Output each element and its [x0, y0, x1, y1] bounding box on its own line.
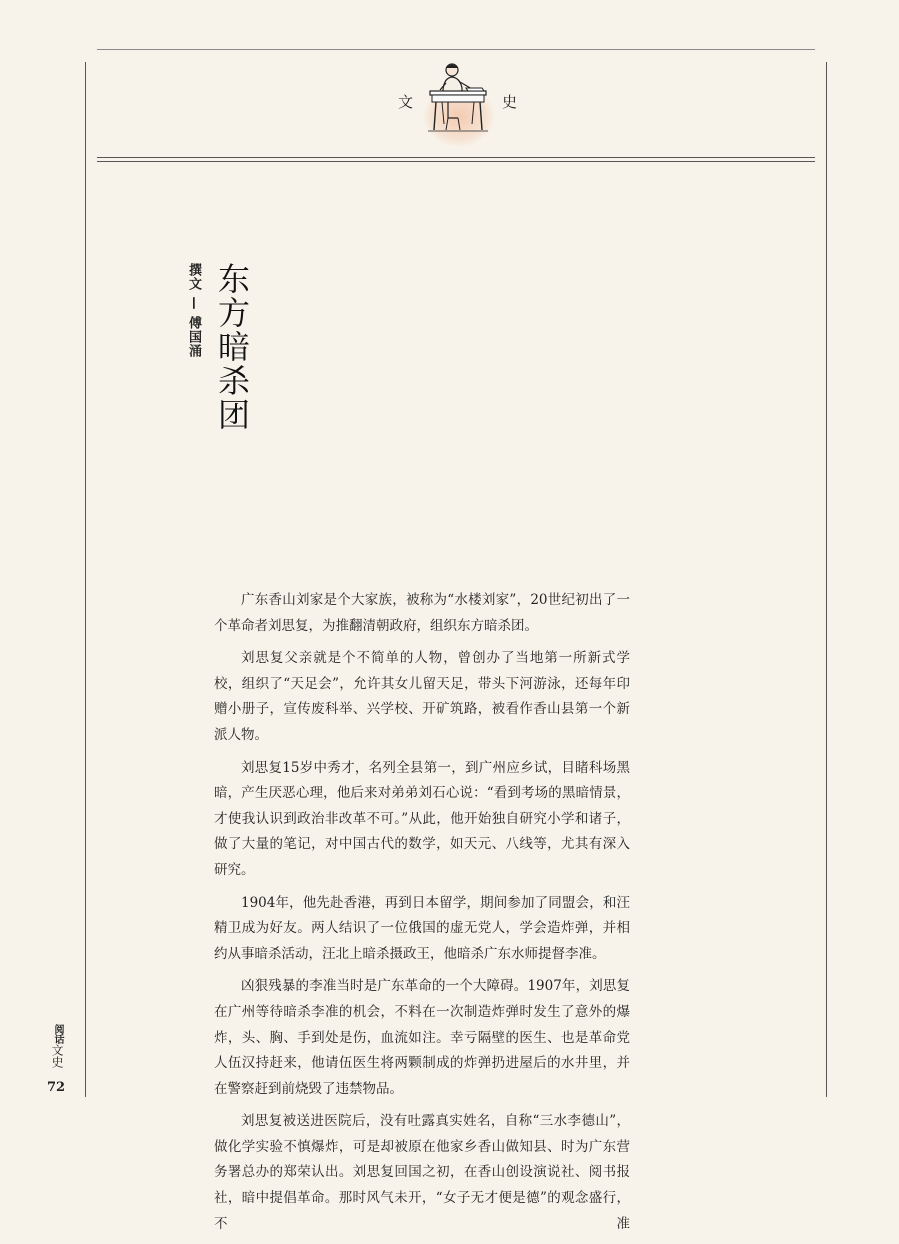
article-author: 撰文 — 傅国涌: [186, 263, 201, 359]
left-margin-line: [85, 62, 86, 1097]
header-rule: [97, 157, 815, 158]
paragraph: 刘思复父亲就是个不简单的人物，曾创办了当地第一所新式学校，组织了“天足会”，允许其女儿留天足，带头下河游泳，还每年印赠小册子，宣传废科举、兴学校、开矿筑路，被看作香山县第一个新派人物。: [214, 650, 630, 743]
scholar-writing-at-desk-icon: [422, 58, 494, 136]
magazine-name-big: 文史: [50, 1044, 64, 1068]
magazine-name-small: 阅话: [52, 1024, 63, 1044]
header-rule-second: [97, 161, 815, 162]
section-label-left: 文: [398, 93, 414, 111]
article-title: 东方暗杀团: [213, 262, 251, 432]
magazine-name: [50, 1024, 64, 1068]
section-label-right: 史: [502, 93, 518, 111]
article-body: [214, 588, 630, 1244]
top-rule: [97, 49, 815, 50]
right-margin-line: [826, 62, 827, 1097]
paragraph: 1904年，他先赴香港，再到日本留学，期间参加了同盟会，和汪精卫成为好友。两人结识了一位俄国的虚无党人，学会造炸弹，并相约从事暗杀活动，汪北上暗杀摄政王，他暗杀广东水师提督李准。: [214, 894, 630, 962]
paragraph: 刘思复被送进医院后，没有吐露真实姓名，自称“三水李德山”，做化学实验不慎爆炸，可是却被原在他家乡香山做知县、时为广东营务署总办的郑荣认出。刘思复回国之初，在香山创设演说社、阅书报社，暗中提倡革命。那时风气未开，“女子无才便是德”的观念盛行，不准: [214, 1113, 630, 1232]
paragraph: 凶狠残暴的李准当时是广东革命的一个大障碍。1907年，刘思复在广州等待暗杀李准的机会，不料在一次制造炸弹时发生了意外的爆炸，头、胸、手到处是伤，血流如注。幸亏隔壁的医生、也是革命党人伍汉持赶来，他请伍医生将两颗制成的炸弹扔进屋后的水井里，并在警察赶到前烧毁了违禁物品。: [214, 978, 630, 1097]
paragraph: 广东香山刘家是个大家族，被称为“水楼刘家”，20世纪初出了一个革命者刘思复，为推翻清朝政府，组织东方暗杀团。: [214, 592, 630, 634]
paragraph: 刘思复15岁中秀才，名列全县第一，到广州应乡试，目睹科场黑暗，产生厌恶心理，他后来对弟弟刘石心说：“看到考场的黑暗情景，才使我认识到政治非改革不可。”从此，他开始独自研究小学和诸子，做了大量的笔记，对中国古代的数学，如天元、八线等，尤其有深入研究。: [214, 759, 630, 878]
page-number: 72: [47, 1080, 66, 1095]
